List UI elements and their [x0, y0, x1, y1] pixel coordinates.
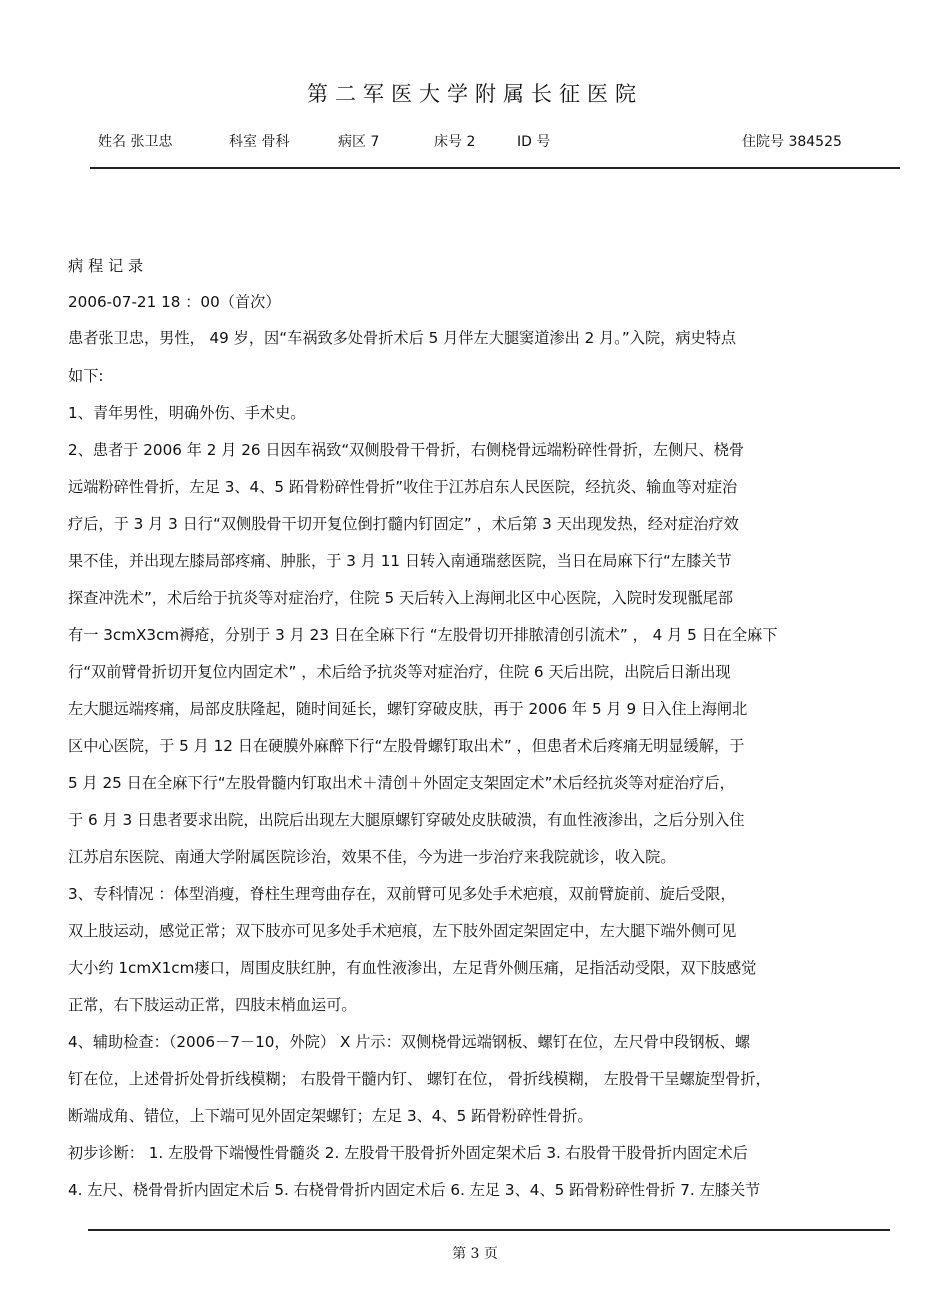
text-line: 大小约 1cmX1cm瘘口，周围皮肤红肿，有血性液渗出，左足背外侧压痛，足指活动受限，双下肢感觉	[68, 959, 757, 977]
text-line: 行“双前臂骨折切开复位内固定术” ，术后给予抗炎等对症治疗，住院 6 天后出院，出院后日渐出现	[68, 663, 731, 681]
text-line: 双上肢运动，感觉正常；双下肢亦可见多处手术疤痕，左下肢外固定架固定中，左大腿下端外侧可见	[68, 922, 737, 940]
text-line: 如下:	[68, 367, 104, 385]
text-line: 断端成角、错位，上下端可见外固定架螺钉；左足 3、4、5 跖骨粉碎性骨折。	[68, 1107, 593, 1125]
text-line: 于 6 月 3 日患者要求出院，出院后出现左大腿原螺钉穿破处皮肤破溃，有血性液渗出，之后分别入住	[68, 811, 745, 829]
department: 科室 骨科	[229, 134, 290, 150]
diagnosis-line: 4. 左尺、桡骨骨折内固定术后 5. 右桡骨骨折内固定术后 6. 左足 3、4、5 跖骨粉碎性骨折 7. 左膝关节	[68, 1181, 761, 1199]
text-line: 江苏启东医院、南通大学附属医院诊治，效果不佳，今为进一步治疗来我院就诊，收入院。	[68, 848, 676, 866]
text-line: 远端粉碎性骨折，左足 3、4、5 跖骨粉碎性骨折”收住于江苏启东人民医院，经抗炎、输血等对症治	[68, 478, 738, 496]
text-line: 果不佳，并出现左膝局部疼痛、肿胀，于 3 月 11 日转入南通瑞慈医院，当日在局麻下行“左膝关节	[68, 552, 732, 570]
text-line: 区中心医院，于 5 月 12 日在硬膜外麻醉下行“左股骨螺钉取出术” ，但患者术后疼痛无明显缓解，于	[68, 737, 745, 755]
text-line: 患者张卫忠，男性， 49 岁，因“车祸致多处骨折术后 5 月伴左大腿窦道渗出 2 月。”入院，病史特点	[68, 329, 737, 347]
text-line: 正常，右下肢运动正常，四肢末梢血运可。	[68, 996, 357, 1014]
text-line: 探查冲洗术”，术后给于抗炎等对症治疗，住院 5 天后转入上海闸北区中心医院，入院时发现骶尾部	[68, 589, 734, 607]
text-line: 2、患者于 2006 年 2 月 26 日因车祸致“双侧股骨干骨折，右侧桡骨远端粉碎性骨折，左侧尺、桡骨	[68, 441, 745, 459]
record-datetime: 2006-07-21 18 ：00（首次）	[68, 293, 281, 311]
hospital-title: 第二军医大学附属长征医院	[307, 82, 643, 106]
footer-divider	[88, 1229, 890, 1231]
text-line: 左大腿远端疼痛，局部皮肤隆起，随时间延长，螺钉穿破皮肤，再于 2006 年 5 月 9 日入住上海闸北	[68, 700, 748, 718]
text-line: 1、青年男性，明确外伤、手术史。	[68, 404, 306, 422]
page-number: 第 3 页	[452, 1246, 498, 1262]
header-divider	[90, 167, 900, 169]
text-line: 5 月 25 日在全麻下行“左股骨髓内钉取出术＋清创＋外固定支架固定术”术后经抗炎等对症治疗后，	[68, 774, 735, 792]
text-line: 疗后，于 3 月 3 日行“双侧股骨干切开复位倒打髓内钉固定” ，术后第 3 天出现发热，经对症治疗效	[68, 515, 739, 533]
text-line: 4、辅助检查：（2006－7－10，外院） X 片示：双侧桡骨远端钢板、螺钉在位，左尺骨中段钢板、螺	[68, 1033, 751, 1051]
section-heading: 病 程 记 录	[68, 257, 144, 275]
admission-number: 住院号 384525	[742, 134, 842, 150]
text-line: 有一 3cmX3cm褥疮，分别于 3 月 23 日在全麻下行 “左股骨切开排脓清创引流术” ， 4 月 5 日在全麻下	[68, 626, 778, 644]
diagnosis-line: 初步诊断： 1. 左股骨下端慢性骨髓炎 2. 左股骨干股骨折外固定架术后 3. 右股骨干股骨折内固定术后	[68, 1144, 748, 1162]
text-line: 钉在位，上述骨折处骨折线模糊； 右股骨干髓内钉、 螺钉在位， 骨折线模糊， 左股骨干呈螺旋型骨折，	[68, 1070, 771, 1088]
patient-name: 姓名 张卫忠	[98, 134, 173, 150]
text-line: 3、专科情况 ：体型消瘦，脊柱生理弯曲存在，双前臂可见多处手术疤痕，双前臂旋前、旋后受限，	[68, 885, 736, 903]
patient-id: ID 号	[517, 134, 551, 150]
bed-number: 床号 2	[434, 134, 476, 150]
ward: 病区 7	[338, 134, 380, 150]
